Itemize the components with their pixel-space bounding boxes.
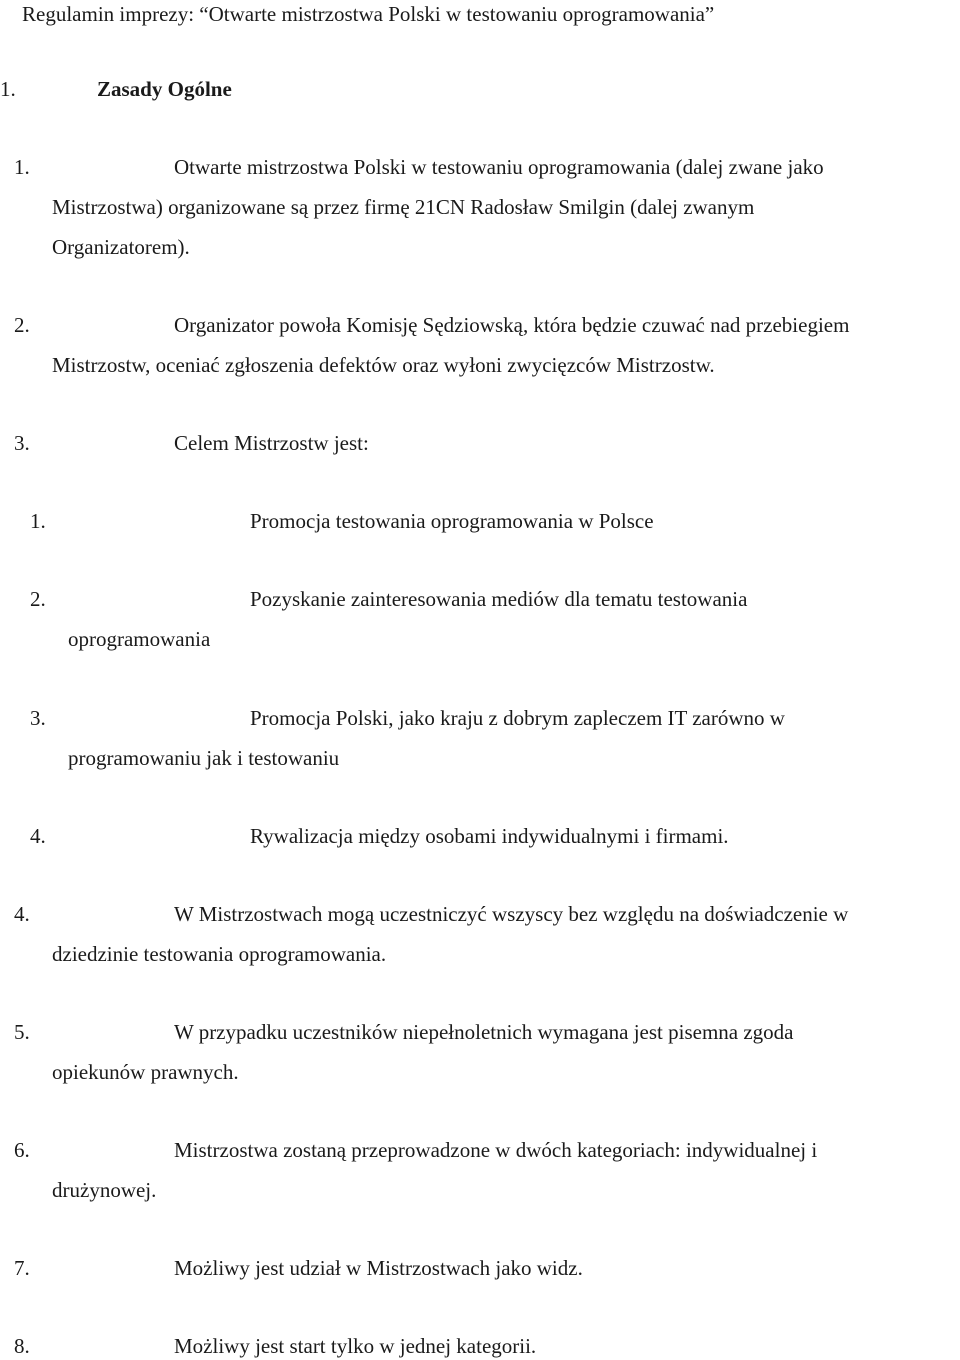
item-text: Celem Mistrzostw jest: bbox=[174, 431, 369, 455]
item-text: Organizator powoła Komisję Sędziowską, która będzie czuwać nad przebiegiem bbox=[174, 313, 850, 337]
subitem-text: oprogramowania bbox=[68, 627, 211, 651]
subitem-text: programowaniu jak i testowaniu bbox=[68, 746, 340, 770]
item-text: dziedzinie testowania oprogramowania. bbox=[52, 942, 387, 966]
item-number: 6. bbox=[14, 1138, 30, 1162]
subitem-number: 2. bbox=[30, 587, 46, 611]
section-heading: Zasady Ogólne bbox=[97, 77, 232, 101]
subitem-number: 1. bbox=[30, 509, 46, 533]
subitem-text: Promocja testowania oprogramowania w Polsce bbox=[250, 509, 654, 533]
item-number: 7. bbox=[14, 1256, 30, 1280]
item-text: Mistrzostwa) organizowane są przez firmę 21CN Radosław Smilgin (dalej zwanym bbox=[52, 195, 755, 219]
item-text: Możliwy jest start tylko w jednej kategorii. bbox=[174, 1334, 537, 1358]
subitem-number: 3. bbox=[30, 706, 46, 730]
item-number: 4. bbox=[14, 902, 30, 926]
item-text: W przypadku uczestników niepełnoletnich wymagana jest pisemna zgoda bbox=[174, 1020, 794, 1044]
document-title: Regulamin imprezy: “Otwarte mistrzostwa Polski w testowaniu oprogramowania” bbox=[22, 2, 715, 26]
subitem-text: Rywalizacja między osobami indywidualnymi i firmami. bbox=[250, 824, 729, 848]
item-text: Organizatorem). bbox=[52, 235, 190, 259]
item-number: 3. bbox=[14, 431, 30, 455]
subitem-number: 4. bbox=[30, 824, 46, 848]
item-number: 8. bbox=[14, 1334, 30, 1358]
subitem-text: Promocja Polski, jako kraju z dobrym zapleczem IT zarówno w bbox=[250, 706, 785, 730]
section-number: 1. bbox=[0, 77, 16, 101]
item-number: 2. bbox=[14, 313, 30, 337]
item-text: Mistrzostwa zostaną przeprowadzone w dwóch kategoriach: indywidualnej i bbox=[174, 1138, 818, 1162]
subitem-text: Pozyskanie zainteresowania mediów dla tematu testowania bbox=[250, 587, 748, 611]
item-text: drużynowej. bbox=[52, 1178, 157, 1202]
item-text: Otwarte mistrzostwa Polski w testowaniu oprogramowania (dalej zwane jako bbox=[174, 155, 824, 179]
item-number: 5. bbox=[14, 1020, 30, 1044]
item-text: W Mistrzostwach mogą uczestniczyć wszyscy bez względu na doświadczenie w bbox=[174, 902, 849, 926]
item-text: Mistrzostw, oceniać zgłoszenia defektów oraz wyłoni zwycięzców Mistrzostw. bbox=[52, 353, 715, 377]
item-text: opiekunów prawnych. bbox=[52, 1060, 239, 1084]
item-number: 1. bbox=[14, 155, 30, 179]
item-text: Możliwy jest udział w Mistrzostwach jako widz. bbox=[174, 1256, 583, 1280]
